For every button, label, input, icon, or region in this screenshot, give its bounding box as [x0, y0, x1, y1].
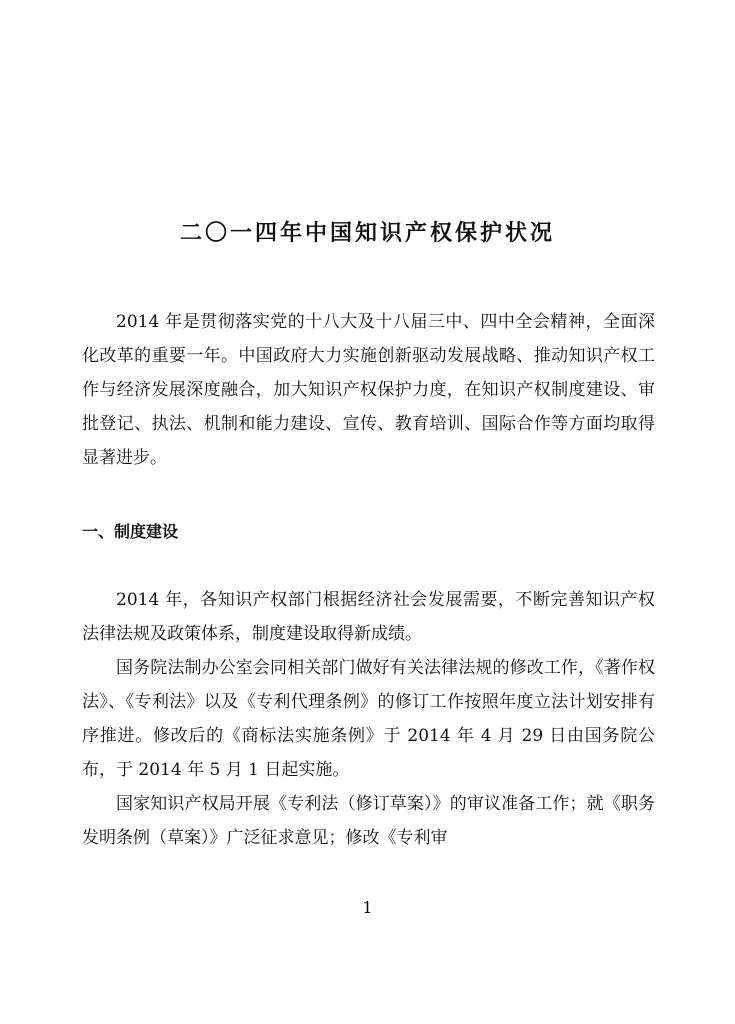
body-paragraph: 国家知识产权局开展《专利法（修订草案）》的审议准备工作；就《职务发明条例（草案）》广泛征求意见；修改《专利审 [82, 794, 655, 848]
body-paragraph: 国务院法制办公室会同相关部门做好有关法律法规的修改工作，《著作权法》、《专利法》以及《专利代理条例》的修订工作按照年度立法计划安排有序推进。修改后的《商标法实施条例》于 2014 年 4 月 29 日由国务院公布，于 2014 年 5 月 1 日起实施。 [82, 658, 655, 780]
page-number: 1 [362, 898, 373, 917]
intro-paragraph: 2014 年是贯彻落实党的十八大及十八届三中、四中全会精神，全面深化改革的重要一年。中国政府大力实施创新驱动发展战略、推动知识产权工作与经济发展深度融合，加大知识产权保护力度，在知识产权制度建设、审批登记、执法、机制和能力建设、宣传、教育培训、国际合作等方面均取得显著进步。 [82, 312, 655, 468]
document-title: 二〇一四年中国知识产权保护状况 [179, 221, 555, 246]
body-paragraph: 2014 年，各知识产权部门根据经济社会发展需要，不断完善知识产权法律法规及政策体系，制度建设取得新成绩。 [82, 590, 655, 644]
section-heading: 一、制度建设 [82, 522, 179, 541]
